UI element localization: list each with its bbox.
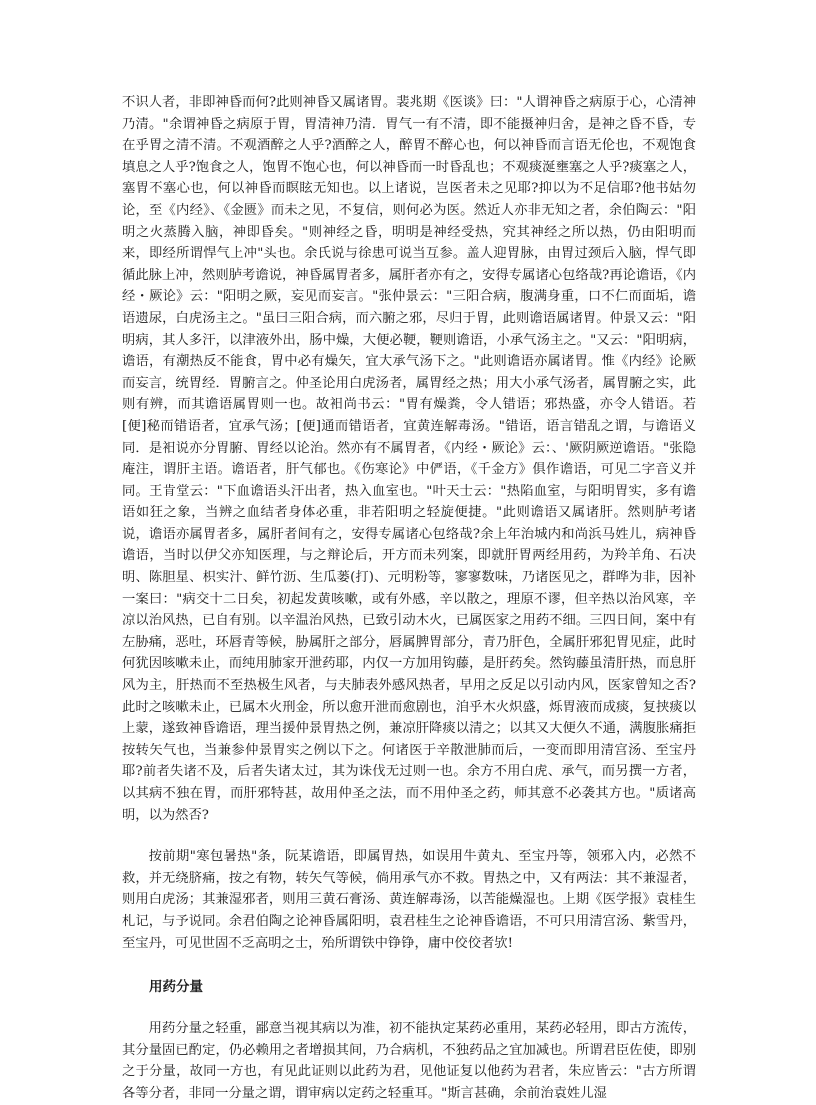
body-paragraph: 用药分量之轻重，鄙意当视其病以为准，初不能执定某药必重用，某药必轻用，即古方流传，其分量固已酌定，仍必赖用之者增损其间，乃合病机，不独药品之宜加减也。所谓君臣佐使，即别之于分量，故同一方也，有见此证则以此药为君，见他证复以他药为君者，朱应皆云："古方所谓各等分者，非同一分量之谓，谓审病以定药之轻重耳。"斯言甚确，余前治袁姓儿湿 — [122, 1021, 696, 1101]
body-paragraph: 不识人者，非即神昏而何?此则神昏又属诸胃。裴兆期《医谈》曰："人谓神昏之病原于心，心清神乃清。"余谓神昏之病原于胃，胃清神乃清．胃气一有不清，即不能摄神归舍，是神之昏不昏，专在乎胃之清不清。不观酒醉之人乎?酒醉之人，醉胃不醉心也，何以神昏而言语无伦也，不观饱食填息之人乎?饱食之人，饱胃不饱心也，何以神昏而一时昏乱也；不观痰涎壅塞之人乎?痰塞之人，塞胃不塞心也，何以神昏而瞑眩无知也。以上诸说，岂医者未之见耶?抑以为不足信耶?他书姑勿论，至《内经》、《金匮》而未之见，不复信，则何必为医。然近人亦非无知之者，余伯陶云："阳明之火蒸腾入脑，神即昏矣。"则神经之昏，明明是神经受热，究其神经之所以热，仍由阳明而来，即经所谓悍气上冲"头也。余氏说与徐患可说当互参。盖人迎胃脉，由胃过颈后入脑，悍气即循此脉上冲，然则胪考谵说，神昏属胃者多，属肝者亦有之，安得专属诸心包络哉?再论谵语，《内经・厥论》云："阳明之厥，妄见而妄言。"张仲景云："三阳合病，腹满身重，口不仁而面垢，谵语遗尿，白虎汤主之。"虽曰三阳合病，而六腑之邪，尽归于胃，此则谵语属诸胃。仲景又云："阳明病，其人多汗，以津液外出，肠中燥，大便必鞕，鞕则谵语，小承气汤主之。"又云："阳明病，谵语，有潮热反不能食，胃中必有燥矢，宜大承气汤下之。"此则谵语亦属诸胃。惟《内经》论厥而妄言，统胃经．胃腑言之。仲圣论用白虎汤者，属胃经之热；用大小承气汤者，属胃腑之实，此则有辨，而其谵语属胃则一也。故衵尚书云："胃有燥粪，令人错语；邪热盛，亦令人错语。若[便]秘而错语者，宜承气汤；[便]通而错语者，宜黄连解毒汤。"错语，语言错乱之谓，与谵语义同．是衵说亦分胃腑、胃经以论治。然亦有不属胃者，《内经・厥论》云：、'厥阴厥逆谵语。"张隐庵注，谓肝主语。谵语者，肝气郁也。《伤寒论》中俨语，《千金方》俱作谵语，可见二字音义并同。王肯堂云："下血谵语头汗出者，热入血室也。"叶天士云："热陷血室，与阳明胃实，多有谵语如狂之象，当辨之血结者身体必重，非若阳明之轻旋便捷。"此则谵语又属诸肝。然则胪考诸说，谵语亦属胃者多，属肝者间有之，安得专属诸心包络哉?余上年治城内和尚浜马姓儿，病神昏谵语，当时以伊父亦知医理，与之辩论后，开方而未列案，即就肝胃两经用药，为羚羊角、石决明、陈胆星、枳实汁、鲜竹沥、生瓜蒌(打)、元明粉等，寥寥数味，乃诸医见之，群哗为非，因补一案曰："病交十二日矣，初起发黄咳嗽，或有外感，辛以散之，理原不谬，但辛热以治风寒，辛凉以治风热，已自有别。以辛温治风热，已致引动木火，已属医家之用药不细。三四日间，案中有左胁痛，恶吐，环唇青等候，胁属肝之部分，唇属脾胃部分，青乃肝色，全属肝邪犯胃见症，此时何犹因咳嗽未止，而纯用肺家开泄药耶，内仅一方加用钩藤，是肝药矣。然钩藤虽清肝热，而息肝风为主，肝热而不至热极生风者，与夫肺表外感风热者，早用之反足以引动内风，医家曾知之否?此时之咳嗽未止，已属木火刑金，所以愈开泄而愈剧也，洎乎木火炽盛，烁胃液而成痰，复挟痰以上蒙，遂致神昏谵语，理当援仲景胃热之例，兼凉肝降痰以清之；以其又大便久不通，满腹胀痛拒按转矢气也，当兼参仲景胃实之例以下之。何诸医于辛散泄肺而后，一变而即用清宫汤、至宝丹耶?前者失诸不及，后者失诸太过，其为诛伐无过则一也。余方不用白虎、承气，而另撰一方者，以其病不独在胃，而肝邪特甚，故用仲圣之法，而不用仲圣之药，师其意不必袭其方也。"质诸高明，以为然否? — [122, 95, 696, 823]
section-heading: 用药分量 — [149, 979, 203, 996]
body-paragraph: 按前期"寒包暑热"条，阮某谵语，即属胃热，如误用牛黄丸、至宝丹等，领邪入内，必然不救，并无绕脐痛，按之有物，转矢气等候，倘用承气亦不救。胃热之中，又有两法：其不兼湿者，则用白虎汤；其兼湿邪者，则用三黄石膏汤、黄连解毒汤，以苦能燥湿也。上期《医学报》袁桂生札记，与予说同。余君伯陶之论神昏属阳明，袁君桂生之论神昏谵语，不可只用清宫汤、紫雪丹，至宝丹，可见世固不乏高明之士，殆所谓铁中铮铮，庸中佼佼者欤! — [122, 849, 696, 951]
document-page — [122, 92, 696, 1105]
